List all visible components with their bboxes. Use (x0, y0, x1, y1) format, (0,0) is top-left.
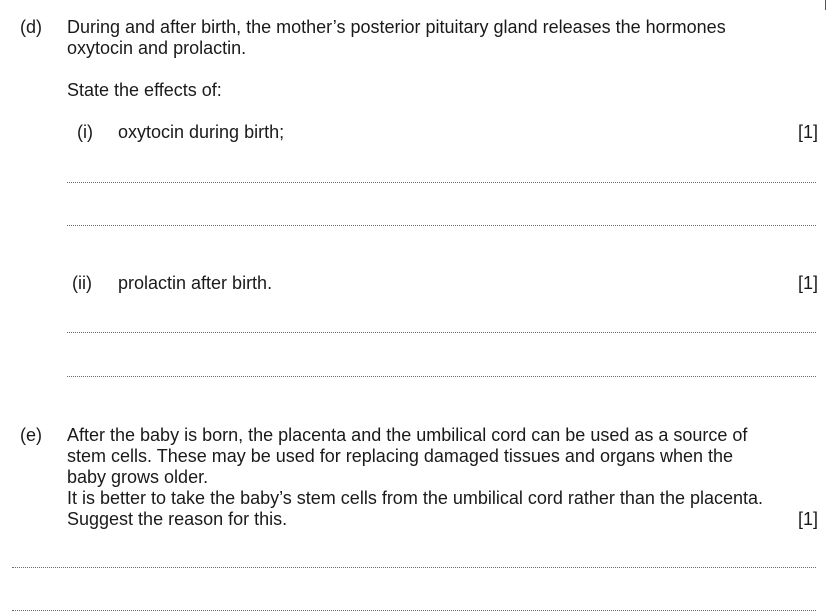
question-e-prompt: Suggest the reason for this. (67, 509, 288, 529)
answer-line-e-1[interactable] (12, 567, 816, 568)
subquestion-label-i: (i) (77, 122, 93, 142)
subquestion-ii-marks: [1] (797, 273, 818, 293)
page-edge-mark (825, 0, 829, 10)
answer-line-ii-2[interactable] (67, 376, 816, 377)
question-e-text-line4: It is better to take the baby’s stem cells from the umbilical cord rather than the placenta. (67, 488, 764, 508)
question-d-prompt: State the effects of: (67, 80, 222, 100)
answer-line-i-1[interactable] (67, 182, 816, 183)
subquestion-i-text: oxytocin during birth; (118, 122, 285, 142)
question-d-text-line1: During and after birth, the mother’s posterior pituitary gland releases the hormones (67, 17, 726, 37)
subquestion-ii-text: prolactin after birth. (118, 273, 273, 293)
question-e-text-line2: stem cells. These may be used for replacing damaged tissues and organs when the (67, 446, 734, 466)
answer-line-e-2[interactable] (12, 610, 816, 611)
subquestion-label-ii: (ii) (72, 273, 92, 293)
question-label-d: (d) (20, 17, 42, 37)
question-d-text-line2: oxytocin and prolactin. (67, 38, 247, 58)
question-e-text-line1: After the baby is born, the placenta and the umbilical cord can be used as a source of (67, 425, 748, 445)
question-e-text-line3: baby grows older. (67, 467, 209, 487)
question-label-e: (e) (20, 425, 42, 445)
subquestion-i-marks: [1] (797, 122, 818, 142)
answer-line-ii-1[interactable] (67, 332, 816, 333)
question-e-marks: [1] (797, 509, 818, 529)
answer-line-i-2[interactable] (67, 225, 816, 226)
